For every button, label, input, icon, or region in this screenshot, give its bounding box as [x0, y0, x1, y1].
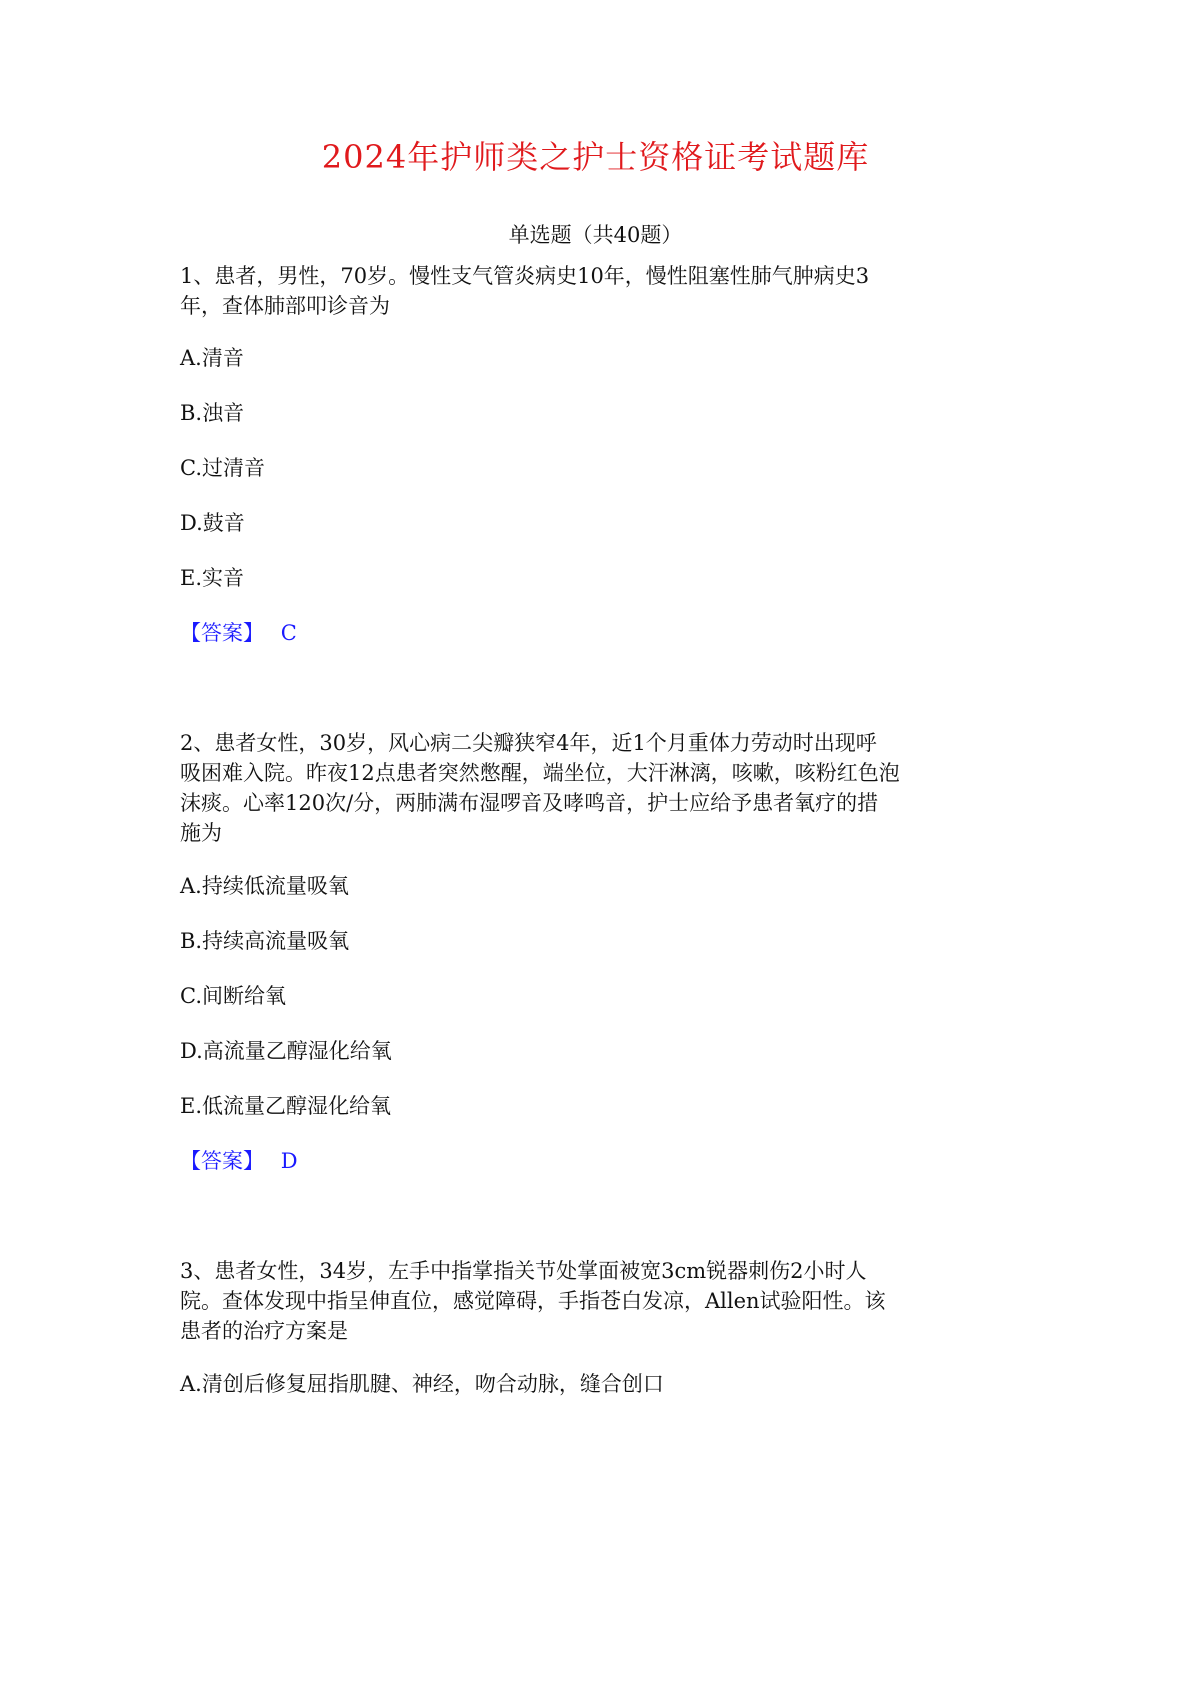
question-2-option-b: B.持续高流量吸氧: [180, 929, 350, 953]
answer-label: 【答案】: [180, 1149, 264, 1173]
answer-value: C: [280, 621, 297, 645]
question-1-option-e: E.实音: [180, 566, 245, 590]
question-3-stem-line-3: 患者的治疗方案是: [180, 1319, 348, 1343]
question-2-stem-line-1: 2、患者女性，30岁，风心病二尖瓣狭窄4年，近1个月重体力劳动时出现呼: [180, 731, 877, 755]
question-2-option-e: E.低流量乙醇湿化给氧: [180, 1094, 392, 1118]
question-1-stem-line-2: 年，查体肺部叩诊音为: [180, 294, 390, 318]
question-1-stem-line-1: 1、患者，男性，70岁。慢性支气管炎病史10年，慢性阻塞性肺气肿病史3: [180, 264, 870, 288]
question-1-option-a: A.清音: [180, 346, 244, 370]
question-3-option-a: A.清创后修复屈指肌腱、神经，吻合动脉，缝合创口: [180, 1372, 664, 1396]
answer-value: D: [280, 1149, 298, 1173]
question-2-answer: [180, 1145, 1040, 1177]
question-1-option-d: D.鼓音: [180, 511, 245, 535]
question-1-option-c: C.过清音: [180, 456, 265, 480]
question-3-stem-line-1: 3、患者女性，34岁，左手中指掌指关节处掌面被宽3cm锐器刺伤2小时人: [180, 1259, 867, 1283]
section-heading: 单选题（共40题）: [508, 223, 683, 247]
question-2-stem-line-3: 沫痰。心率120次/分，两肺满布湿啰音及哮鸣音，护士应给予患者氧疗的措: [180, 791, 879, 815]
question-3-stem-line-2: 院。查体发现中指呈伸直位，感觉障碍，手指苍白发凉，Allen试验阳性。该: [180, 1289, 886, 1313]
question-2-option-c: C.间断给氧: [180, 984, 286, 1008]
question-2-option-d: D.高流量乙醇湿化给氧: [180, 1039, 392, 1063]
question-1-option-b: B.浊音: [180, 401, 245, 425]
question-2-option-a: A.持续低流量吸氧: [180, 874, 349, 898]
question-1-answer: [180, 617, 1040, 649]
question-2-stem-line-4: 施为: [180, 821, 222, 845]
question-2-stem-line-2: 吸困难入院。昨夜12点患者突然憋醒，端坐位，大汗淋漓，咳嗽，咳粉红色泡: [180, 761, 900, 785]
answer-label: 【答案】: [180, 621, 264, 645]
page-title: 2024年护师类之护士资格证考试题库: [321, 138, 870, 176]
